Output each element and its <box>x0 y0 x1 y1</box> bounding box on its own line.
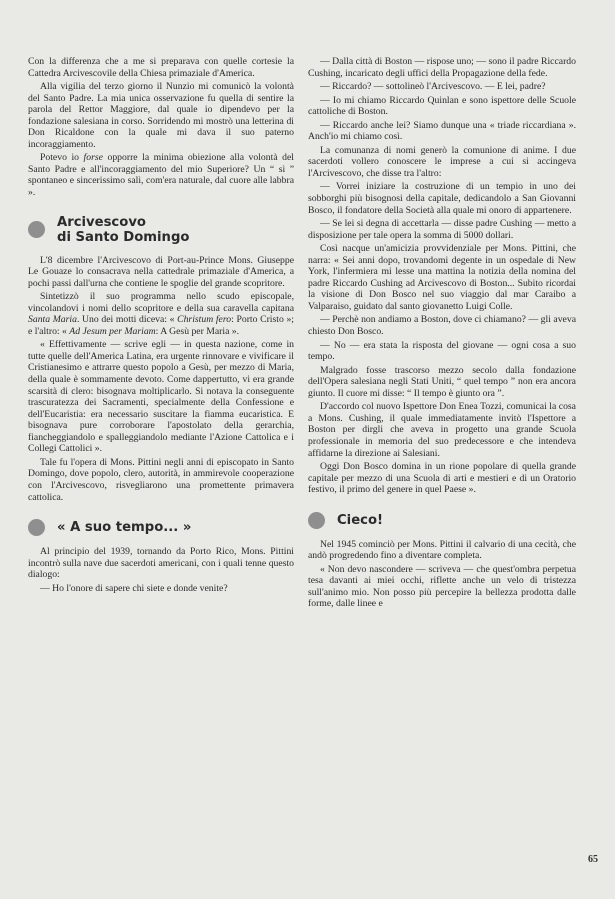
paragraph: — Vorrei iniziare la costruzione di un tempio in uno dei sobborghi più bisognosi della capitale, dedicandolo a San Giovanni Bosco, il fondatore della Società alla quale mi onoro di appartenere. <box>308 181 576 216</box>
section-heading-arcivescovo <box>28 215 294 245</box>
paragraph: Oggi Don Bosco domina in un rione popolare di quella grande capitale per mezzo di una Scuola di arti e mestieri e di un Oratorio festivo, il primo del genere in quel Paese ». <box>308 461 576 496</box>
paragraph <box>28 291 294 337</box>
section-heading-a-suo-tempo <box>28 519 294 536</box>
paragraph: Nel 1945 cominciò per Mons. Pittini il calvario di una cecità, che andò progredendo fino a diventare completa. <box>308 538 576 562</box>
paragraph: — No — era stata la risposta del giovane — ogni cosa a suo tempo. <box>308 339 576 363</box>
heading-line: Arcivescovo <box>57 214 146 230</box>
paragraph: « Effettivamente — scrive egli — in questa nazione, come in tutte quelle dell'America Latina, era urgente rinnovare e vivificare il Cristianesimo e attrarre questo popolo a Gesù, per mezzo di Maria, della quale è sommamente devoto. Come dappertutto, vi era grande scarsità di clero: bisognava moltiplicarlo. Si notava la conseguente trascuratezza dei Sacramenti, specialmente della Confessione e dell'Eucaristia: era necessario suscitare la fiamma eucaristica. E bisognava pure corroborare l'apostolato della gerarchia, fiancheggiandolo e spalleggiandolo mediante l'Azione Cattolica e i Collegi Cattolici ». <box>28 339 294 455</box>
heading-line: « A suo tempo... » <box>57 520 192 536</box>
paragraph: La comunanza di nomi generò la comunione di anime. I due sacerdoti vollero conoscere le imprese a cui si accingeva l'Arcivescovo, che disse tra l'altro: <box>308 144 576 179</box>
paragraph: — Io mi chiamo Riccardo Quinlan e sono ispettore delle Scuole cattoliche di Boston. <box>308 94 576 118</box>
text-run: Sintetizzò il suo programma nello scudo episcopale, vincolandovi i nomi dello scopritore e della sua caravella capitana <box>28 291 294 314</box>
paragraph: D'accordo col nuovo Ispettore Don Enea Tozzi, comunicai la cosa a Mons. Cushing, il quale immediatamente invitò l'Ispettore a Boston per dirgli che aveva in progetto una grande Scuola professionale in memoria del suo predecessore e che intendeva affidarne la direzione ai Salesiani. <box>308 401 576 459</box>
text-run: : Porto Cristo »; e l'altro: « <box>28 314 294 337</box>
italic-text: Christum fero <box>177 314 232 326</box>
paragraph: Alla vigilia del terzo giorno il Nunzio mi comunicò la volontà del Santo Padre. La mia unica osservazione fu quella di sentire la parola del Rettor Maggiore, dal quale io dipendevo per la fondazione salesiana in corso. Sorridendo mi mostrò una letterina di Don Ricaldone con la quale mi dava il suo paterno incoraggiamento. <box>28 81 294 150</box>
italic-text: Santa Maria <box>28 314 77 326</box>
text-run: opporre la minima obiezione alla volontà del Santo Padre e all'incoraggiamento del mio Superiore? Un “ sì ” spontaneo e sincerissimo salì, com'era naturale, dal cuore alle labbra ». <box>28 152 294 199</box>
paragraph: L'8 dicembre l'Arcivescovo di Port-au-Prince Mons. Giuseppe Le Gouaze lo consacrava nella cattedrale primaziale d'America, a pochi passi dall'urna che contiene le spoglie del grande scopritore. <box>28 254 294 289</box>
italic-text: Ad Jesum per Mariam <box>69 325 156 337</box>
heading-line: di Santo Domingo <box>57 229 190 245</box>
paragraph <box>28 152 294 198</box>
circle-bullet-icon <box>308 512 325 529</box>
left-column <box>28 56 294 596</box>
text-run: . Uno dei motti diceva: « <box>76 314 178 326</box>
section-heading-cieco <box>308 512 576 529</box>
paragraph: — Ho l'onore di sapere chi siete e donde venite? <box>40 582 228 594</box>
paragraph: Così nacque un'amicizia provvidenziale per Mons. Pittini, che narra: « Sei anni dopo, trovandomi degente in un ospedale di New York, l'infermiera mi lesse una mattina la notizia della nomina del padre Riccardo Cushing ad Arcivescovo di Boston... Subito ricordai la visione di Don Bosco nel suo viaggio dal mar Caraibo a Valparaiso, guidato dal santo giovanetto Luigi Colle. <box>308 243 576 312</box>
paragraph: — Se lei si degna di accettarla — disse padre Cushing — metto a disposizione per tale opera la somma di 5000 dollari. <box>308 218 576 241</box>
right-column <box>308 56 576 612</box>
page-number: 65 <box>588 854 598 865</box>
heading-line: Cieco! <box>337 512 384 528</box>
italic-text: forse <box>83 152 103 164</box>
circle-bullet-icon <box>28 221 45 238</box>
paragraph: Con la differenza che a me si preparava con quelle cortesie la Cattedra Arcivescovile della Chiesa primaziale d'America. <box>28 56 294 79</box>
paragraph: — Riccardo anche lei? Siamo dunque una « triade riccardiana ». Anch'io mi chiamo così. <box>308 119 576 143</box>
paragraph: Malgrado fosse trascorso mezzo secolo dalla fondazione dell'Opera salesiana negli Stati Uniti, “ quel tempo ” non era ancora giunto. Il cuore mi disse: “ Il tempo è giunto ora ”. <box>308 364 576 399</box>
circle-bullet-icon <box>28 519 45 536</box>
paragraph: — Perchè non andiamo a Boston, dove ci chiamano? — gli aveva chiesto Don Bosco. <box>308 314 576 338</box>
paragraph: — Dalla città di Boston — rispose uno; — sono il padre Riccardo Cushing, incaricato degli uffici della Propagazione della fede. <box>308 56 576 79</box>
paragraph: — Riccardo? — sottolineò l'Arcivescovo. — E lei, padre? <box>320 81 546 93</box>
text-run: : A Gesù per Maria ». <box>155 325 240 337</box>
text-run: Potevo io <box>40 152 84 164</box>
paragraph: Al principio del 1939, tornando da Porto Rico, Mons. Pittini incontrò sulla nave due sacerdoti americani, con i quali tenne questo dialogo: <box>28 546 294 581</box>
paragraph: « Non devo nascondere — scriveva — che quest'ombra perpetua tesa davanti ai miei occhi, riflette anche un velo di tristezza sull'animo mio. Non posso più percepire la bellezza prodotta dalle forme, dalle linee e <box>308 563 576 610</box>
paragraph: Tale fu l'opera di Mons. Pittini negli anni di episcopato in Santo Domingo, dove popolo, clero, autorità, in ammirevole cooperazione con l'Arcivescovo, risvegliarono una promettente primavera cattolica. <box>28 456 294 503</box>
